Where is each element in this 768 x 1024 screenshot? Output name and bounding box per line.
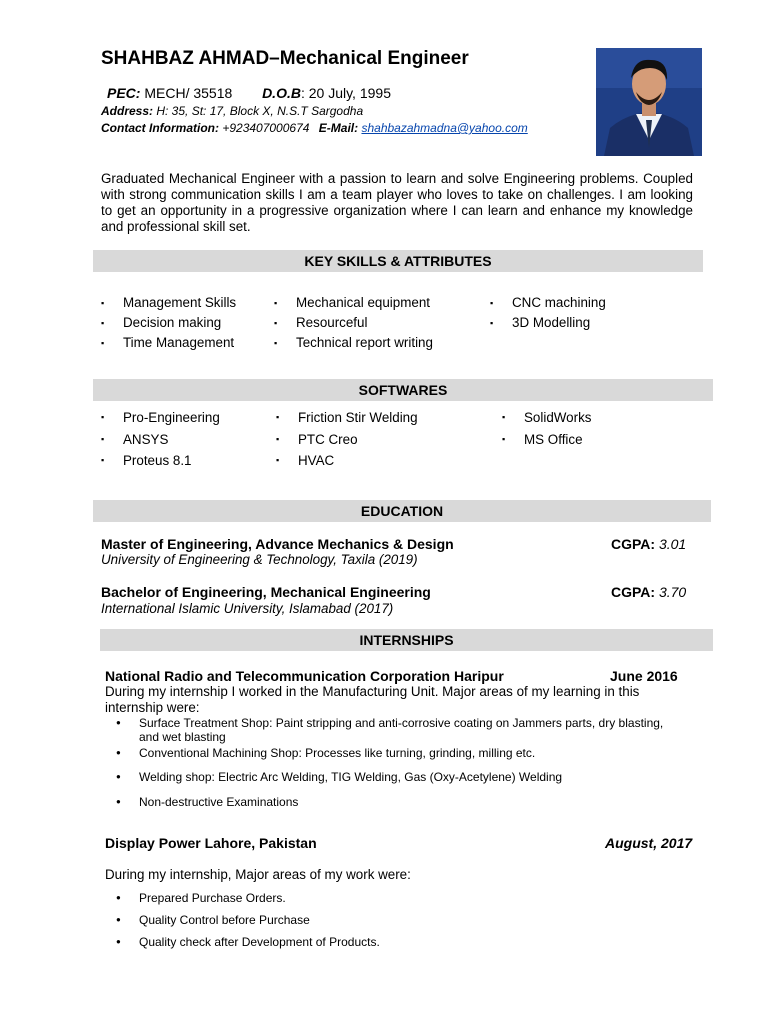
cgpa-label: CGPA: [611, 536, 656, 552]
list-item: ▪ MS Office [501, 429, 591, 451]
education-degree: Bachelor of Engineering, Mechanical Engineering [101, 584, 431, 600]
internship-intro: During my internship I worked in the Manufacturing Unit. Major areas of my learning in this internship were: [105, 684, 640, 715]
internship-date: June 2016 [610, 668, 678, 684]
list-item: ● Surface Treatment Shop: Paint stripping and anti-corrosive coating on Jammers parts, dry blasting, and wet blasting [105, 716, 680, 746]
internship-intro: During my internship, Major areas of my work were: [105, 867, 411, 882]
list-item: ▪ Proteus 8.1 [100, 450, 220, 472]
education-heading: EDUCATION [93, 500, 711, 522]
list-item: ▪ CNC machining [489, 293, 606, 313]
softwares-column-1 [100, 407, 220, 472]
list-item: ▪ PTC Creo [275, 429, 418, 451]
internship-bullets [105, 891, 680, 949]
contact-line [101, 121, 528, 135]
profile-summary: Graduated Mechanical Engineer with a passion to learn and solve Engineering problems. Coupled with strong communication skills I am a team player who loves to take on challenges. I am looking to get an opportunity in a progressive organization where I can learn and enhance my knowledge and professional skill set. [101, 171, 693, 234]
list-item: ● Welding shop: Electric Arc Welding, TIG Welding, Gas (Oxy-Acetylene) Welding [105, 770, 680, 795]
pec-label: PEC: [107, 85, 141, 101]
list-item: ▪ Resourceful [273, 313, 433, 333]
softwares-column-2 [275, 407, 418, 472]
list-item: ● Prepared Purchase Orders. [105, 891, 680, 913]
address-value: H: 35, St: 17, Block X, N.S.T Sargodha [153, 104, 364, 118]
address-line [101, 104, 363, 118]
list-item: ▪ Technical report writing [273, 333, 433, 353]
dob-value: : 20 July, 1995 [300, 85, 391, 101]
internship-company: National Radio and Telecommunication Corporation Haripur [105, 668, 504, 684]
email-label: E-Mail: [318, 121, 359, 135]
list-item: ▪ Management Skills [100, 293, 236, 313]
email-link[interactable]: shahbazahmadna@yahoo.com [361, 121, 528, 135]
education-cgpa [611, 536, 686, 552]
education-cgpa [611, 584, 686, 600]
education-school: University of Engineering & Technology, Taxila (2019) [101, 552, 418, 567]
skills-column-1 [100, 293, 236, 353]
list-item: ▪ SolidWorks [501, 407, 591, 429]
list-item: ● Conventional Machining Shop: Processes like turning, grinding, milling etc. [105, 746, 680, 770]
address-label: Address: [101, 104, 154, 118]
list-item: ● Quality check after Development of Products. [105, 935, 680, 949]
softwares-heading: SOFTWARES [93, 379, 713, 401]
education-degree: Master of Engineering, Advance Mechanics & Design [101, 536, 454, 552]
cgpa-label: CGPA: [611, 584, 656, 600]
cgpa-value: 3.01 [658, 536, 687, 552]
list-item: ▪ Decision making [100, 313, 236, 333]
cgpa-value: 3.70 [658, 584, 687, 600]
skills-column-3 [489, 293, 606, 333]
education-school: International Islamic University, Islamabad (2017) [101, 601, 394, 616]
list-item: ▪ 3D Modelling [489, 313, 606, 333]
list-item: ▪ Friction Stir Welding [275, 407, 418, 429]
pec-value: MECH/ 35518 [140, 85, 233, 101]
contact-value: +923407000674 [219, 121, 310, 135]
skills-heading: KEY SKILLS & ATTRIBUTES [93, 250, 703, 272]
pec-dob-line [107, 85, 391, 101]
dob-label: D.O.B [262, 85, 301, 101]
contact-label: Contact Information: [101, 121, 219, 135]
resume-title: SHAHBAZ AHMAD–Mechanical Engineer [101, 48, 469, 69]
internship-date: August, 2017 [605, 835, 693, 851]
softwares-column-3 [501, 407, 591, 450]
list-item: ● Non-destructive Examinations [105, 795, 680, 809]
list-item: ▪ HVAC [275, 450, 418, 472]
list-item: ▪ Pro-Engineering [100, 407, 220, 429]
list-item: ● Quality Control before Purchase [105, 913, 680, 935]
profile-photo [596, 48, 702, 156]
internship-company: Display Power Lahore, Pakistan [105, 835, 317, 851]
skills-column-2 [273, 293, 433, 353]
internship-bullets [105, 716, 680, 809]
list-item: ▪ Time Management [100, 333, 236, 353]
internships-heading: INTERNSHIPS [100, 629, 713, 651]
list-item: ▪ ANSYS [100, 429, 220, 451]
list-item: ▪ Mechanical equipment [273, 293, 433, 313]
